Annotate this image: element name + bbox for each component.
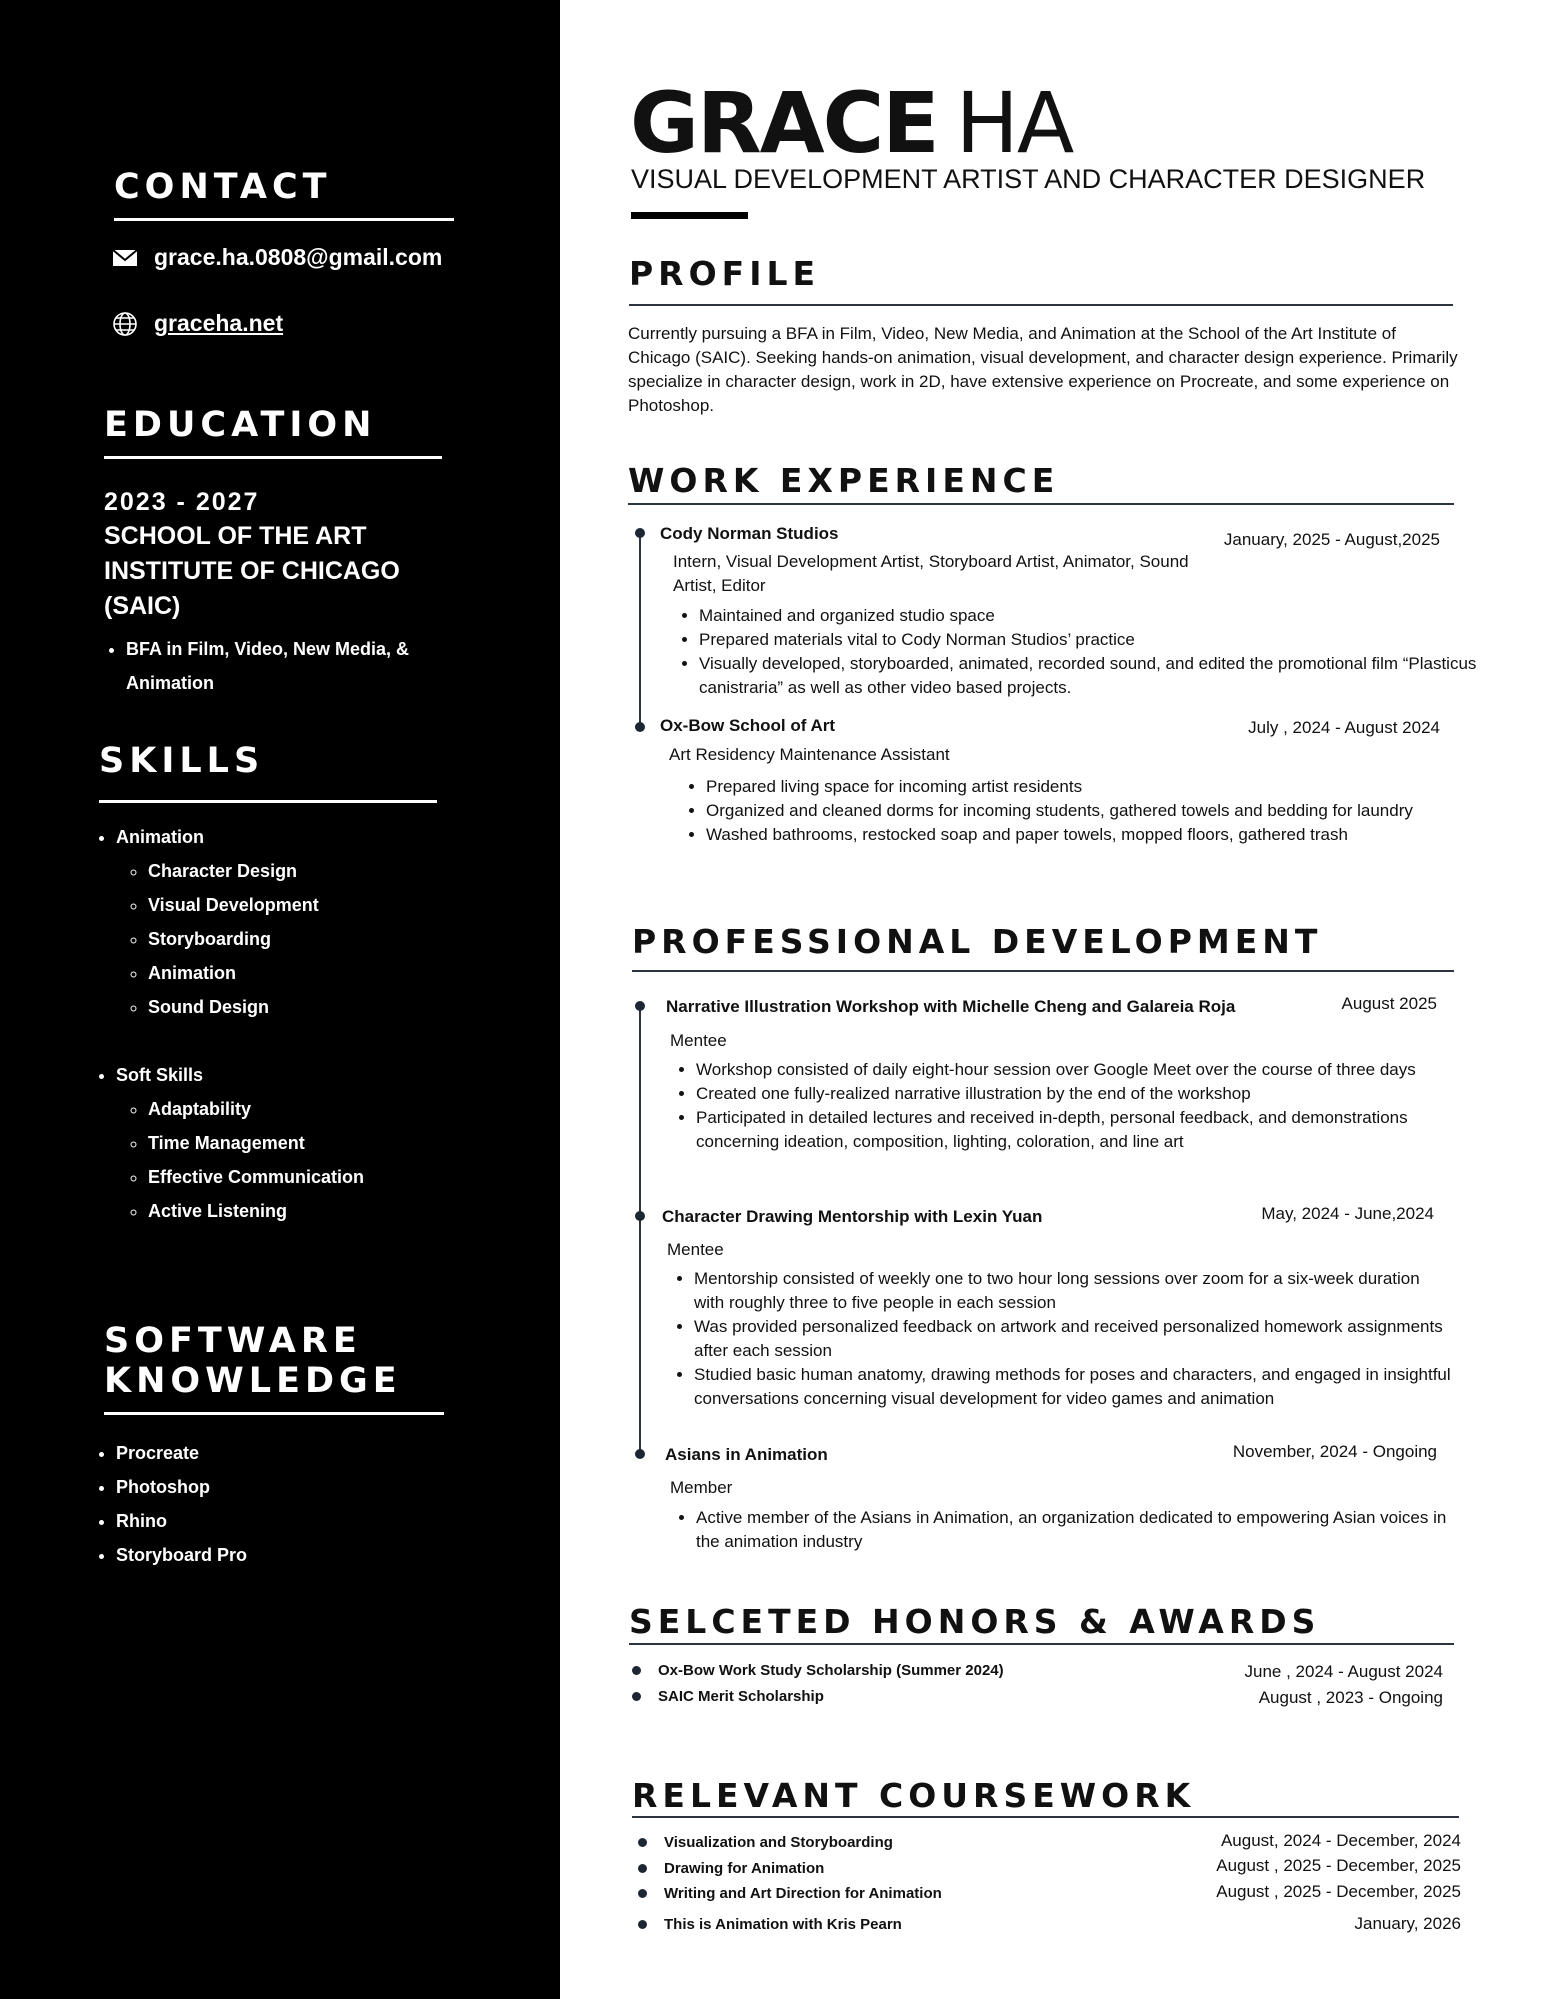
bullet-item: • Was provided personalized feedback on artwork and received personalized homework assignments after each session [694,1315,1454,1363]
honor-title: SAIC Merit Scholarship [658,1688,824,1705]
timeline-dot [635,528,645,538]
course-date: August , 2025 - December, 2025 [1216,1856,1461,1875]
work-entry-title: Ox-Bow School of Art [660,716,836,735]
prodev-entry-role: Member [670,1478,733,1497]
prodev-entry-title: Narrative Illustration Workshop with Michelle Cheng and Galareia Roja [666,997,1236,1016]
prodev-entry-date: August 2025 [1341,994,1437,1013]
prodev-entry-bullets [674,1506,1456,1554]
profile-heading: PROFILE [629,254,821,293]
bullet-item: • Created one fully-realized narrative illustration by the end of the workshop [696,1082,1456,1106]
honor-row [632,1688,824,1705]
course-title: Visualization and Storyboarding [664,1834,893,1851]
course-row [638,1860,824,1877]
education-school: SCHOOL OF THE ART INSTITUTE OF CHICAGO (SAIC) [104,522,400,620]
software-item: • Storyboard Pro [116,1538,434,1572]
timeline-dot [635,722,645,732]
work-entry-role: Intern, Visual Development Artist, Storyboard Artist, Animator, Sound Artist, Editor [673,552,1189,595]
prodev-entry-date: May, 2024 - June,2024 [1261,1204,1434,1223]
profile-text: Currently pursuing a BFA in Film, Video, New Media, and Animation at the School of the Art Institute of Chicago (SAIC). Seeking hands-on animation, visual development, and character design experience. Primarily specialize in character design, work in 2D, have extensive experience on Procreate, and some experience on Photoshop. [628,324,1458,415]
bullet-item: • Washed bathrooms, restocked soap and paper towels, mopped floors, gathered trash [706,823,1446,847]
honor-row [632,1662,1004,1679]
software-heading-line2: KNOWLEDGE [104,1361,402,1401]
education-heading: EDUCATION [104,405,377,445]
bullet-item: • Participated in detailed lectures and received in-depth, personal feedback, and demonstrations concerning ideation, composition, lighting, coloration, and line art [696,1106,1456,1154]
prodev-entry-role: Mentee [670,1031,727,1050]
skill-item: ◦ Animation [148,956,454,990]
software-item: • Rhino [116,1504,434,1538]
bullet-item: • Visually developed, storyboarded, animated, recorded sound, and edited the promotional film “Plasticus canistraria” as well as other video based projects. [699,652,1479,700]
bullet-item: • Studied basic human anatomy, drawing methods for poses and characters, and engaged in insightful conversations concerning visual development for video games and animation [694,1363,1454,1411]
bullet-item: • Maintained and organized studio space [699,604,1479,628]
timeline-dot [635,1449,645,1459]
honor-title: Ox-Bow Work Study Scholarship (Summer 2024) [658,1662,1004,1679]
coursework-rule [632,1816,1459,1818]
full-name [630,74,1073,172]
profile-rule [629,304,1453,306]
bullet-dot [638,1889,647,1898]
work-entry-date: July , 2024 - August 2024 [1248,718,1440,737]
honors-heading: SELCETED HONORS & AWARDS [629,1602,1321,1641]
job-title: VISUAL DEVELOPMENT ARTIST AND CHARACTER DESIGNER [631,164,1426,194]
skill-item: ◦ Effective Communication [148,1160,454,1194]
prodev-heading: PROFESSIONAL DEVELOPMENT [632,922,1323,961]
bullet-item: • Organized and cleaned dorms for incoming students, gathered towels and bedding for laundry [706,799,1446,823]
education-years: 2023 - 2027 [104,488,260,516]
skill-item: ◦ Active Listening [148,1194,454,1228]
bullet-item: • Prepared materials vital to Cody Norman Studios’ practice [699,628,1479,652]
skill-item: ◦ Sound Design [148,990,454,1024]
bullet-dot [632,1666,641,1675]
work-rule [628,503,1454,505]
education-degree: • BFA in Film, Video, New Media, & Animation [126,632,446,700]
work-entry-title: Cody Norman Studios [660,524,839,543]
contact-heading: CONTACT [114,167,332,207]
honors-rule [629,1643,1454,1645]
skill-item: ◦ Visual Development [148,888,454,922]
skill-group-animation: • Animation ◦ Character Design ◦ Visual Development ◦ Storyboarding ◦ Animation ◦ Sound Design [116,820,454,1024]
prodev-entry-title: Character Drawing Mentorship with Lexin Yuan [662,1207,1043,1226]
name-underline-bar [631,212,748,219]
bullet-item: • Mentorship consisted of weekly one to two hour long sessions over zoom for a six-week duration with roughly three to five people in each session [694,1267,1454,1315]
work-entry-date: January, 2025 - August,2025 [1223,530,1440,549]
bullet-dot [638,1864,647,1873]
honor-date: June , 2024 - August 2024 [1244,1662,1443,1681]
bullet-dot [638,1920,647,1929]
prodev-entry-date: November, 2024 - Ongoing [1232,1442,1437,1461]
coursework-heading: RELEVANT COURSEWORK [632,1776,1196,1815]
work-timeline [639,533,641,727]
work-heading: WORK EXPERIENCE [628,461,1060,500]
bullet-dot [632,1692,641,1701]
prodev-entry-bullets [672,1267,1454,1411]
skill-item: ◦ Character Design [148,854,454,888]
email-text[interactable]: grace.ha.0808@gmail.com [154,244,443,270]
course-row [638,1916,902,1933]
course-row [638,1834,893,1851]
work-entry-bullets [677,604,1479,700]
course-title: Writing and Art Direction for Animation [664,1885,942,1902]
work-entry-role: Art Residency Maintenance Assistant [669,745,950,764]
bullet-item: • Prepared living space for incoming artist residents [706,775,1446,799]
prodev-timeline [639,1009,641,1455]
prodev-entry-title: Asians in Animation [665,1445,828,1464]
bullet-item: • Workshop consisted of daily eight-hour session over Google Meet over the course of three days [696,1058,1456,1082]
course-date: January, 2026 [1354,1914,1461,1933]
skill-item: ◦ Storyboarding [148,922,454,956]
timeline-dot [635,1001,645,1011]
website-link[interactable]: graceha.net [154,310,284,336]
software-item: • Procreate [116,1436,434,1470]
honor-date: August , 2023 - Ongoing [1258,1688,1443,1707]
timeline-dot [635,1211,645,1221]
skill-item: ◦ Adaptability [148,1092,454,1126]
first-name: GRACE [630,74,938,172]
course-date: August , 2025 - December, 2025 [1216,1882,1461,1901]
course-date: August, 2024 - December, 2024 [1220,1831,1461,1850]
skill-group-soft: • Soft Skills ◦ Adaptability ◦ Time Management ◦ Effective Communication ◦ Active Listening [116,1058,454,1228]
course-row [638,1885,942,1902]
skills-heading: SKILLS [99,741,265,781]
bullet-item: • Active member of the Asians in Animation, an organization dedicated to empowering Asian voices in the animation industry [696,1506,1456,1554]
work-entry-bullets [684,775,1446,847]
prodev-entry-role: Mentee [667,1240,724,1259]
course-title: This is Animation with Kris Pearn [664,1916,902,1933]
prodev-rule [632,970,1454,972]
course-title: Drawing for Animation [664,1860,825,1877]
software-item: • Photoshop [116,1470,434,1504]
last-name: HA [955,74,1073,172]
bullet-dot [638,1838,647,1847]
prodev-entry-bullets [674,1058,1456,1154]
software-heading-line1: SOFTWARE [104,1321,362,1361]
skill-item: ◦ Time Management [148,1126,454,1160]
